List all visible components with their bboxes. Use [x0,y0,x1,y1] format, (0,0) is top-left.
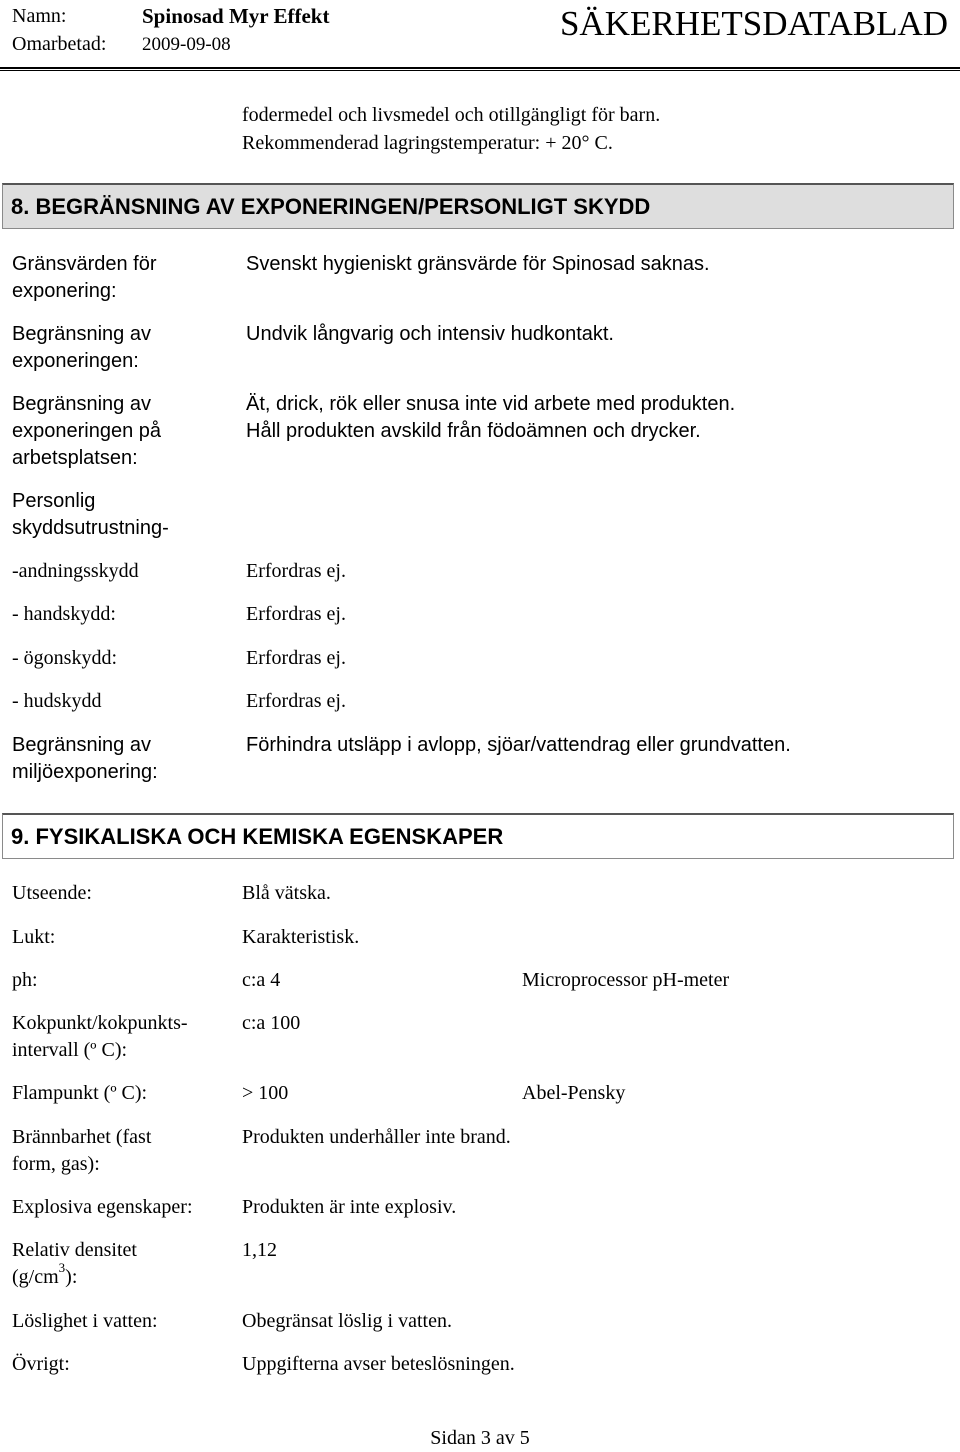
label-workplace-2: exponeringen på [12,420,162,442]
label-exposure-limit-2: exponeringen: [12,350,139,372]
label-flammability-1: Brännbarhet (fast [12,1126,152,1148]
value-appearance: Blå vätska. [242,882,331,904]
value-flammability: Produkten underhåller inte brand. [242,1126,511,1148]
value-environment: Förhindra utsläpp i avlopp, sjöar/vattendrag eller grundvatten. [246,734,791,756]
label-limit-values-2: exponering: [12,280,117,302]
value-hand: Erfordras ej. [246,603,346,625]
label-boiling-1: Kokpunkt/kokpunkts- [12,1012,188,1034]
header-product-name: Spinosad Myr Effekt [142,4,330,28]
value-other: Uppgifterna avser beteslösningen. [242,1353,515,1375]
value-odor: Karakteristisk. [242,926,360,948]
label-eye: - ögonskydd: [12,647,117,669]
value-ph: c:a 4 [242,969,281,991]
label-environment-2: miljöexponering: [12,761,158,783]
label-respiratory: -andningsskydd [12,560,139,582]
value-exposure-limit: Undvik långvarig och intensiv hudkontakt. [246,323,614,345]
storage-text-line1: fodermedel och livsmedel och otillgängligt för barn. [242,104,661,126]
label-solubility: Löslighet i vatten: [12,1310,158,1332]
label-appearance: Utseende: [12,882,92,904]
label-other: Övrigt: [12,1353,70,1375]
value-boiling: c:a 100 [242,1012,301,1034]
label-limit-values-1: Gränsvärden för [12,253,157,275]
value-respiratory: Erfordras ej. [246,560,346,582]
value-explosive: Produkten är inte explosiv. [242,1196,457,1218]
label-ppe-2: skyddsutrustning- [12,517,169,539]
label-skin: - hudskydd [12,690,102,712]
label-ppe-1: Personlig [12,490,96,512]
label-explosive: Explosiva egenskaper: [12,1196,193,1218]
value-skin: Erfordras ej. [246,690,346,712]
label-density-suffix: ): [65,1266,78,1288]
header-revised-label: Omarbetad: [12,33,107,55]
section-8-heading: 8. BEGRÄNSNING AV EXPONERINGEN/PERSONLIGT SKYDD [2,183,954,229]
storage-text-line2: Rekommenderad lagringstemperatur: + 20° C. [242,132,613,154]
section-9-heading: 9. FYSIKALISKA OCH KEMISKA EGENSKAPER [2,813,954,859]
header-name-label: Namn: [12,5,67,27]
header-revised-date: 2009-09-08 [142,34,231,55]
value-workplace-2: Håll produkten avskild från födoämnen och drycker. [246,420,701,442]
label-flammability-2: form, gas): [12,1153,100,1175]
label-flashpoint: Flampunkt (º C): [12,1082,148,1104]
page-number: Sidan 3 av 5 [430,1427,530,1449]
value-limit-values: Svenskt hygieniskt gränsvärde för Spinosad saknas. [246,253,710,275]
header-divider [0,67,960,69]
value-density: 1,12 [242,1239,277,1261]
label-density-unit: (g/cm [12,1266,59,1288]
label-boiling-2: intervall (º C): [12,1039,128,1061]
label-hand: - handskydd: [12,603,116,625]
document-title: SÄKERHETSDATABLAD [559,4,948,43]
label-exposure-limit-1: Begränsning av [12,323,151,345]
header-divider-thin [0,70,960,71]
label-ph: ph: [12,969,38,991]
label-odor: Lukt: [12,926,56,948]
label-density-2 [12,1260,78,1291]
label-density-exponent: 3 [58,1260,66,1275]
value-eye: Erfordras ej. [246,647,346,669]
value-workplace-1: Ät, drick, rök eller snusa inte vid arbete med produkten. [246,393,736,415]
label-workplace-1: Begränsning av [12,393,151,415]
value-solubility: Obegränsat löslig i vatten. [242,1310,452,1332]
method-flashpoint: Abel-Pensky [522,1082,626,1104]
label-workplace-3: arbetsplatsen: [12,447,138,469]
method-ph: Microprocessor pH-meter [522,969,730,991]
value-flashpoint: > 100 [242,1082,289,1104]
label-density-1: Relativ densitet [12,1239,137,1261]
label-environment-1: Begränsning av [12,734,151,756]
